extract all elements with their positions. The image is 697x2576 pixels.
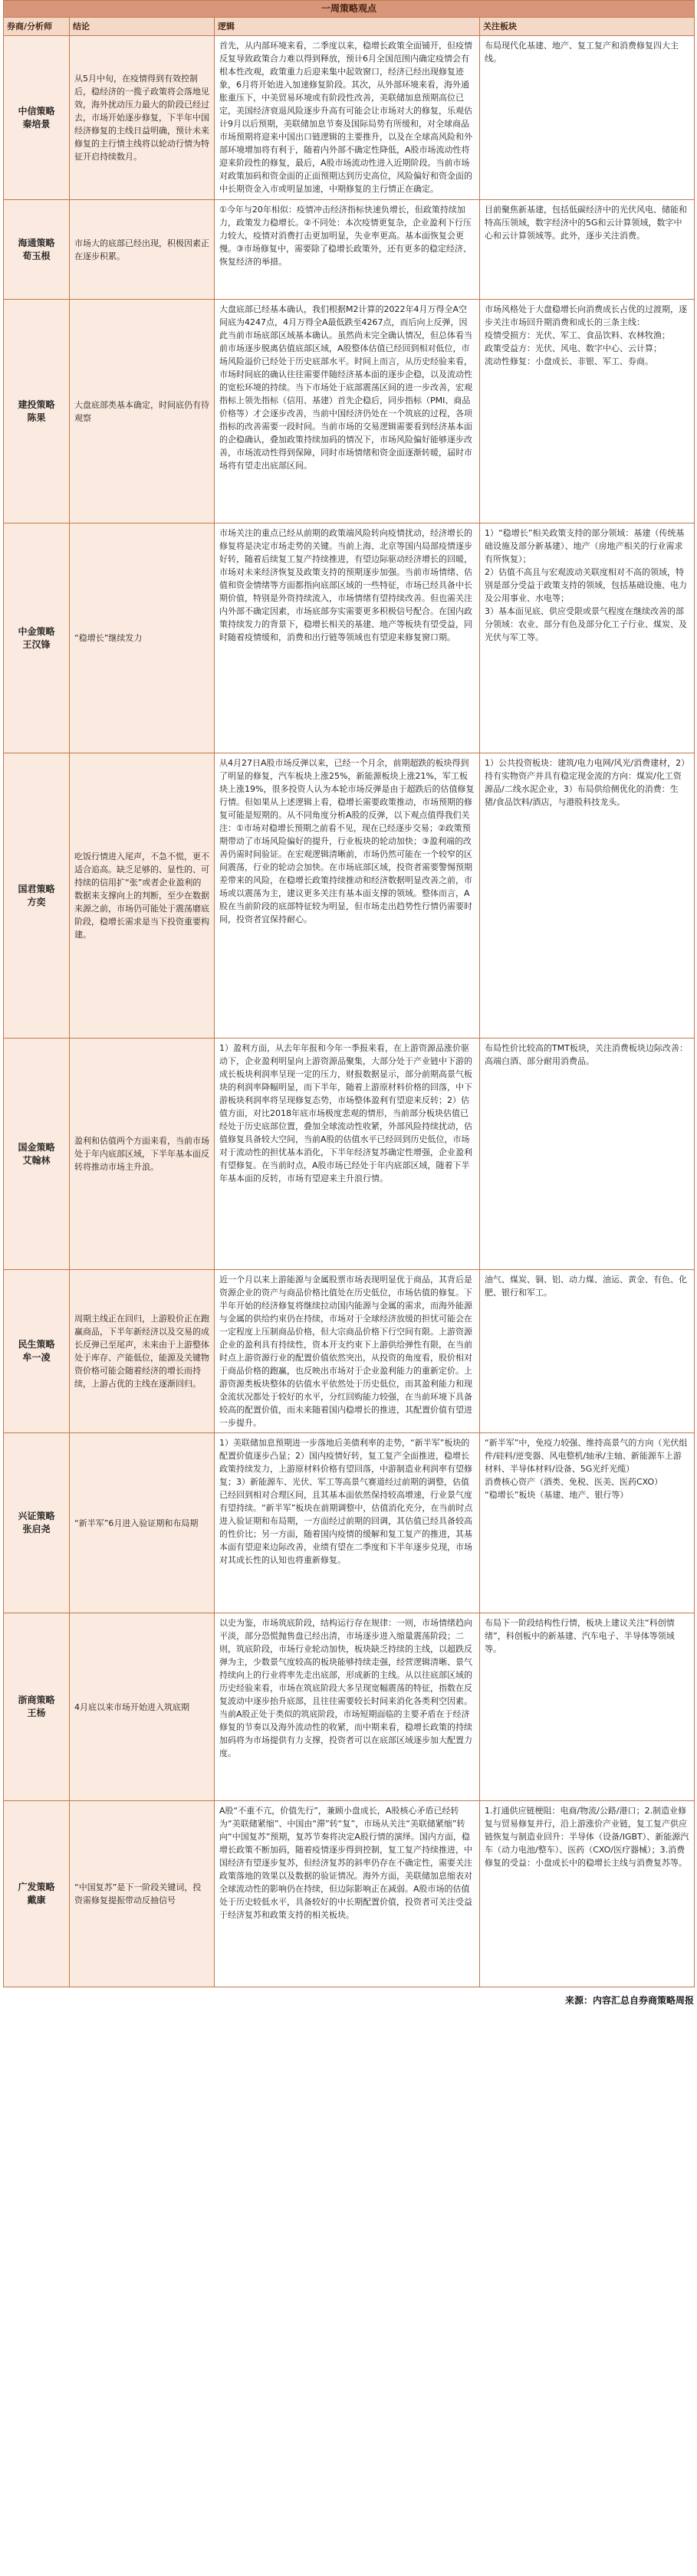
broker-cell: 广发策略 戴康	[4, 1801, 70, 1987]
header-broker: 券商/分析师	[4, 18, 70, 36]
broker-cell: 国君策略 方奕	[4, 753, 70, 1039]
logic-cell: 大盘底部已经基本确认，我们根据M2计算的2022年4月万得全A空间底为4247点，4月万得全A最低跌至4267点，而后向上反弹，因此当前市场底部区域基本确认。虽然尚未完全确认情况，但总体看当前市场逐步脱离估值底部区域，A股整体估值已经回到相对低位，市场风险溢价已经处于历史底部水平。时间上而言，从历史经验来看，市场时间底的确认往往需要伴随经济基本面的逐步企稳，以及流动性的宽松环境的持续。当下市场处于底部震荡区间的进一步改善，宏观指标上领先指标（信用、基建）首先企稳后，同步指标（PMI、商品价格等）才会逐步改善，当前中国经济仍处在一个筑底的过程，各项指标的改善需要一段时间。当前市场的交易逻辑需要看到经济基本面的企稳确认，叠加政策持续加码的情况下，市场风险偏好能够逐步改善，市场流动性得到保障，同时市场情绪和资金面逐渐转暖，届时市场将有望走出底部区间。	[215, 300, 480, 523]
focus-cell: 油气、煤炭、铜、铝、动力煤、油运、黄金、有色、化肥、银行和军工。	[480, 1270, 695, 1433]
focus-cell: 布局下一阶段结构性行情，板块上建议关注“科创情绪”，科创板中的新基建、汽车电子、半导体等领域等。	[480, 1613, 695, 1801]
conclusion-cell: 大盘底部类基本确定，时间底仍有待观察	[70, 300, 215, 523]
focus-cell: 布局性价比较高的TMT板块，关注消费板块边际改善：高端白酒、部分耐用消费品。	[480, 1039, 695, 1270]
conclusion-cell: 从5月中旬，在疫情得到有效控制后，稳经济的一揽子政策将会落地见效，海外扰动压力最大的阶段已经过去，市场开始逐步修复，下半年中国经济修复的主线日益明确，预计未来修复的主行情主线将以轮动行情为特征开启持续数月。	[70, 36, 215, 200]
logic-cell: 1）盈利方面，从去年年报和今年一季报来看，在上游资源品涨价驱动下，企业盈利明显向上游资源品聚集，大部分处于产业链中下游的成长板块利润率呈现一定的压力，财报数据显示，部分前期高景气板块的利润率降幅明显，而下半年，随着上游原材料价格的回落，中下游板块利润率将呈现修复态势，市场整体盈利有望迎来反转；2）估值方面，对比2018年底市场极度悲观的情形，当前部分板块估值已经处于历史底部位置，叠加全球流动性收紧，外部风险持续扰动，估值修复具备较大空间，当前A股的估值水平已经回到历史低位，市场对于流动性的担忧基本消化，下半年经济复苏确定性增强，企业盈利有望修复。在当前时点，A股市场已经处于年内底部区域，随着下半年基本面的反转，市场有望迎来主升浪行情。	[215, 1039, 480, 1270]
table-row	[4, 36, 695, 200]
header-logic: 逻辑	[215, 18, 480, 36]
broker-cell: 浙商策略 王杨	[4, 1613, 70, 1801]
focus-cell: “新半军”中，免疫力较强、维持高景气的方向（光伏组件/硅料/逆变器、风电整机/轴承/主轴、新能源车上游材料、半导体材料/设备、5G光纤光缆） 消费核心资产（酒类、免税、医美、医药CXO） “稳增长”板块（基建、地产、银行等）	[480, 1433, 695, 1613]
strategy-table	[3, 0, 695, 1987]
focus-cell: 1）“稳增长”相关政策支持的部分领域：基建（传统基础设施及部分新基建）、地产（房地产相关的行业需求有所恢复）； 2）估值不高且与宏观波动关联度相对不高的领域，特别是部分受益于政策支持的领域，包括基础设施、电力及公用事业、水电等； 3）基本面见底、供应受限或景气程度在继续改善的部分领域：农业、部分有色及部分化工子行业、煤炭、及光伏与军工等。	[480, 523, 695, 753]
broker-cell: 兴证策略 张启尧	[4, 1433, 70, 1613]
header-conclusion: 结论	[70, 18, 215, 36]
table-row	[4, 200, 695, 300]
broker-cell: 建投策略 陈果	[4, 300, 70, 523]
focus-cell: 布局现代化基建、地产、复工复产和消费修复四大主线。	[480, 36, 695, 200]
logic-cell: 近一个月以来上游能源与金属股票市场表现明显优于商品，其背后是资源企业的资产与商品价格比值处在历史低位，市场估值的修复。下半年开始的经济修复将继续拉动国内能源与金属的需求，而海外能源与金属的供给约束仍在持续，市场对于全球经济放缓的担忧可能会在一定程度上压制商品价格，但大宗商品价格下行空间有限。上游资源企业的盈利具有持续性，资本开支约束下上游供给弹性有限，在当前时点上游资源行业的配置价值依然突出，从投资的角度看，股价相对于商品价格的跑赢，也反映出市场对于企业盈利能力的重新定价。上游资源类板块整体的估值水平依然处于历史低位，而其盈利能力和现金流状况都处于较好的水平，分红回购能力较强，在当前环境下具备较高的配置价值，而未来随着国内稳增长的推进，其配置价值有望进一步提升。	[215, 1270, 480, 1433]
table-row	[4, 1039, 695, 1270]
conclusion-cell: 盈利和估值两个方面来看，当前市场处于年内底部区域，下半年基本面反转将推动市场主升浪。	[70, 1039, 215, 1270]
conclusion-cell: 4月底以来市场开始进入筑底期	[70, 1613, 215, 1801]
broker-cell: 中信策略 秦培景	[4, 36, 70, 200]
logic-cell: 1）美联储加息预期进一步落地后美债利率的走势，“新半军”板块的配置价值逐步凸显；2）国内疫情好转，复工复产全面推进，稳增长政策持续发力，上游原材料价格有望回落，中游制造业利润率有望修复；3）新能源车、光伏、军工等高景气赛道经过前期的调整，估值已经回到相对合理区间，且其基本面依然保持较高增速，行业景气度有望持续。“新半军”板块在前期调整中，估值消化充分，在当前时点进入验证期和布局期，一方面经过前期的回调，其估值已经具备较高的性价比；另一方面，随着国内疫情的缓解和复工复产的推进，其基本面有望迎来边际改善，业绩有望在二季度和下半年逐步兑现，市场对其成长性的认知也将重新修复。	[215, 1433, 480, 1613]
title-row	[4, 1, 695, 18]
focus-cell: 1）公共投资板块：建筑/电力电网/风光/消费建材，2）持有实物资产并具有稳定现金流的方向：煤炭/化工资源品/二线水泥企业，3）布局供给侧优化的消费：生猪/食品饮料/酒店，与港股科技龙头。	[480, 753, 695, 1039]
strategy-sheet	[3, 0, 694, 2007]
table-row	[4, 1801, 695, 1987]
broker-cell: 民生策略 牟一凌	[4, 1270, 70, 1433]
conclusion-cell: “中国复苏”是下一阶段关键词，投资需修复提振带动反抽信号	[70, 1801, 215, 1987]
table-title: 一周策略观点	[4, 1, 695, 18]
conclusion-cell: 吃饭行情进入尾声，不急不慌，更不适合追高。缺乏足够的、显性的、可持续的信用扩“张”或者企业盈利的数据来支撑向上的判断，至少在数据来源之前，市场仍可能处于震荡磨底阶段，稳增长需求是当下投资重要构建。	[70, 753, 215, 1039]
table-row	[4, 1613, 695, 1801]
logic-cell: 首先，从内部环境来看，二季度以来，稳增长政策全面铺开，但疫情反复导致政策合力难以得到释放，预计6月全国范围内确定疫情会有根本性改观，政策重力后迎来集中起效窗口，经济已经出现修复迹象，6月将开始进入加速修复阶段。其次，从外部环境来看，海外通胀重压下，中美贸易环境或有阶段性改善，美联储加息预期高位已定，美国经济衰退风险逐步升高有可能会让市场对大的修复，乐观估计9月以后预期，美联储加息节奏及国际局势有所缓和，对全球商品市场预期将迎来中国出口链逻辑的主要推升，以及在全球高风险和外部环境增加将有利于，随着内外部不确定性降低，A股市场流动性将迎来阶段性的修复，最后，A股市场流动性进入近期阶段。当前市场对政策加码和资金面的正面预期达到历史高位，风险偏好和资金面的中长期资金入市或明显加速，中期修复的主行情正在确定。	[215, 36, 480, 200]
conclusion-cell: 周期主线正在回归，上游股价正在跑赢商品，下半年新经济以及交易的成长反弹已至尾声，未来由于上游整体处于库存、产能低位，能源及关键物资价格可能会随着经济的增长而持续，上游占优的主线在逐渐回归。	[70, 1270, 215, 1433]
conclusion-cell: “新半军”6月进入验证期和布局期	[70, 1433, 215, 1613]
logic-cell: ①今年与20年相似：疫情冲击经济指标快速负增长，但政策持续加力，政策发力稳增长。②不同处：本次疫情更复杂，企业盈利下行压力较大，疫情对消费打击更加明显，失业率更高。基本面恢复会更慢。③市场修复中，需要除了稳增长政策外，还有更多的稳定经济、恢复经济的举措。	[215, 200, 480, 300]
table-row	[4, 1270, 695, 1433]
focus-cell: 目前聚焦新基建，包括低碳经济中的光伏风电、储能和特高压领域，数字经济中的5G和云计算领域，数字中心和云计算领域等。此外，逐步关注消费。	[480, 200, 695, 300]
header-row	[4, 18, 695, 36]
table-row	[4, 523, 695, 753]
broker-cell: 国金策略 艾翰林	[4, 1039, 70, 1270]
logic-cell: 市场关注的重点已经从前期的政策端风险转向疫情扰动，经济增长的修复将是决定市场走势的关键。当前上海、北京等国内局部疫情逐步好转，随着后续复工复产持续推进，有望边际驱动经济增长的回暖，市场对未来经济恢复及政策支持的预期逐步加强。当前市场情绪、估值和资金情绪等方面都指向底部区域的一些特征，市场已经具备中长期价值，特别是外资持续流入，市场情绪有望持续改善。但也需关注内外部不确定因素，市场底部夯实需要更多积极信号配合。在国内政策持续发力的背景下，稳增长相关的基建、地产等板块有望受益，同时随着疫情缓和，消费和出行链等领域也有望迎来修复窗口期。	[215, 523, 480, 753]
source-note: 来源：内容汇总自券商策略周报	[564, 1995, 694, 2006]
logic-cell: 以史为鉴，市场筑底阶段，结构运行存在规律：一则，市场情绪趋向平淡，部分恐慌抛售盘已经出清，市场逐步进入缩量震荡阶段；二则，筑底阶段，市场行业轮动加快，板块缺乏持续的主线，以超跌反弹为主，少数景气度较高的板块能够持续走强，经营逻辑清晰、景气持续向上的行业将率先走出底部，形成新的主线。从以往底部区域的历史经验来看，市场在筑底阶段大多呈现宽幅震荡的特征，指数在反复波动中逐步抬升底部，且往往需要较长时间来消化各类利空因素。当前A股正处于类似的筑底阶段，市场短期面临的主要矛盾在于经济修复的节奏以及海外流动性的收紧，而中期来看，稳增长政策的持续加码将为市场提供有力支撑，投资者可以在底部区域逐步加大配置力度。	[215, 1613, 480, 1801]
header-focus: 关注板块	[480, 18, 695, 36]
focus-cell: 1.打通供应链梗阻：电商/物流/公路/港口；2.制造业修复与贸易修复并行，沿上游涨价产业链，复工复产供应链恢复与制造业回升：半导体（设备/IGBT）、新能源汽车（动力电池/整车）、医药（CXO/医疗器械）；3.消费修复的受益：小盘成长中的稳增长主线与消费复苏等。	[480, 1801, 695, 1987]
conclusion-cell: “稳增长”继续发力	[70, 523, 215, 753]
table-row	[4, 753, 695, 1039]
table-row	[4, 300, 695, 523]
broker-cell: 海通策略 荀玉根	[4, 200, 70, 300]
logic-cell: 从4月27日A股市场反弹以来，已经一个月余，前期超跌的板块得到了明显的修复，汽车板块上涨25%，新能源板块上涨21%，军工板块上涨19%，很多投资人认为本轮市场反弹是由于超跌后的估值修复行情。但如果从上述逻辑上看，稳增长需要政策推动，市场预期的修复可能是短期的。从不同角度分析A股的反弹，以下观点值得我们关注：①市场对稳增长预期之前看不见，现在已经逐步交易；②政策预期带动了市场风险偏好的提升，行业板块的轮动加快；③盈利端的改善仍需时间验证。在宏观逻辑清晰前，市场仍然可能在一个较窄的区间震荡，行业的轮动会加快。在市场底部区域，投资者需要警惕预期差带来的风险，在稳增长政策持续推动和经济数据明显改善之前，市场或以震荡为主，建议更多关注有基本面支撑的领域。整体而言，A股在当前阶段的底部特征较为明显，但市场走出趋势性行情仍需要时间，投资者宜保持耐心。	[215, 753, 480, 1039]
conclusion-cell: 市场大的底部已经出现，积极因素正在逐步积累。	[70, 200, 215, 300]
focus-cell: 市场风格处于大盘稳增长向消费成长占优的过渡期，逐步关注市场回升期消费和成长的三条主线： 疫情受损方：光伏、军工、食品饮料、农林牧渔； 政策受益方：光伏、风电、数字中心、云计算； 流动性修复：小盘成长、非银、军工、券商。	[480, 300, 695, 523]
broker-cell: 中金策略 王汉锋	[4, 523, 70, 753]
table-row	[4, 1433, 695, 1613]
logic-cell: A股“不重不亢，价值先行”，兼顾小盘成长，A股核心矛盾已经转为“美联储紧缩”、中国由“滞”转“复”，市场从关注“美联储紧缩”转向“中国复苏”预期，复苏节奏将决定A股行情的演绎。国内方面，稳增长政策不断加码，随着疫情逐步得到控制，复工复产持续推进，中国经济有望逐步复苏，但经济复苏的斜率仍存在不确定性，需要关注政策落地的效果以及数据的验证情况。海外方面，美联储加息缩表对全球流动性的影响仍在持续，但边际影响正在减弱。A股市场的估值处于历史较低水平，具备较好的中长期配置价值，投资者可关注受益于经济复苏和政策支持的相关板块。	[215, 1801, 480, 1987]
